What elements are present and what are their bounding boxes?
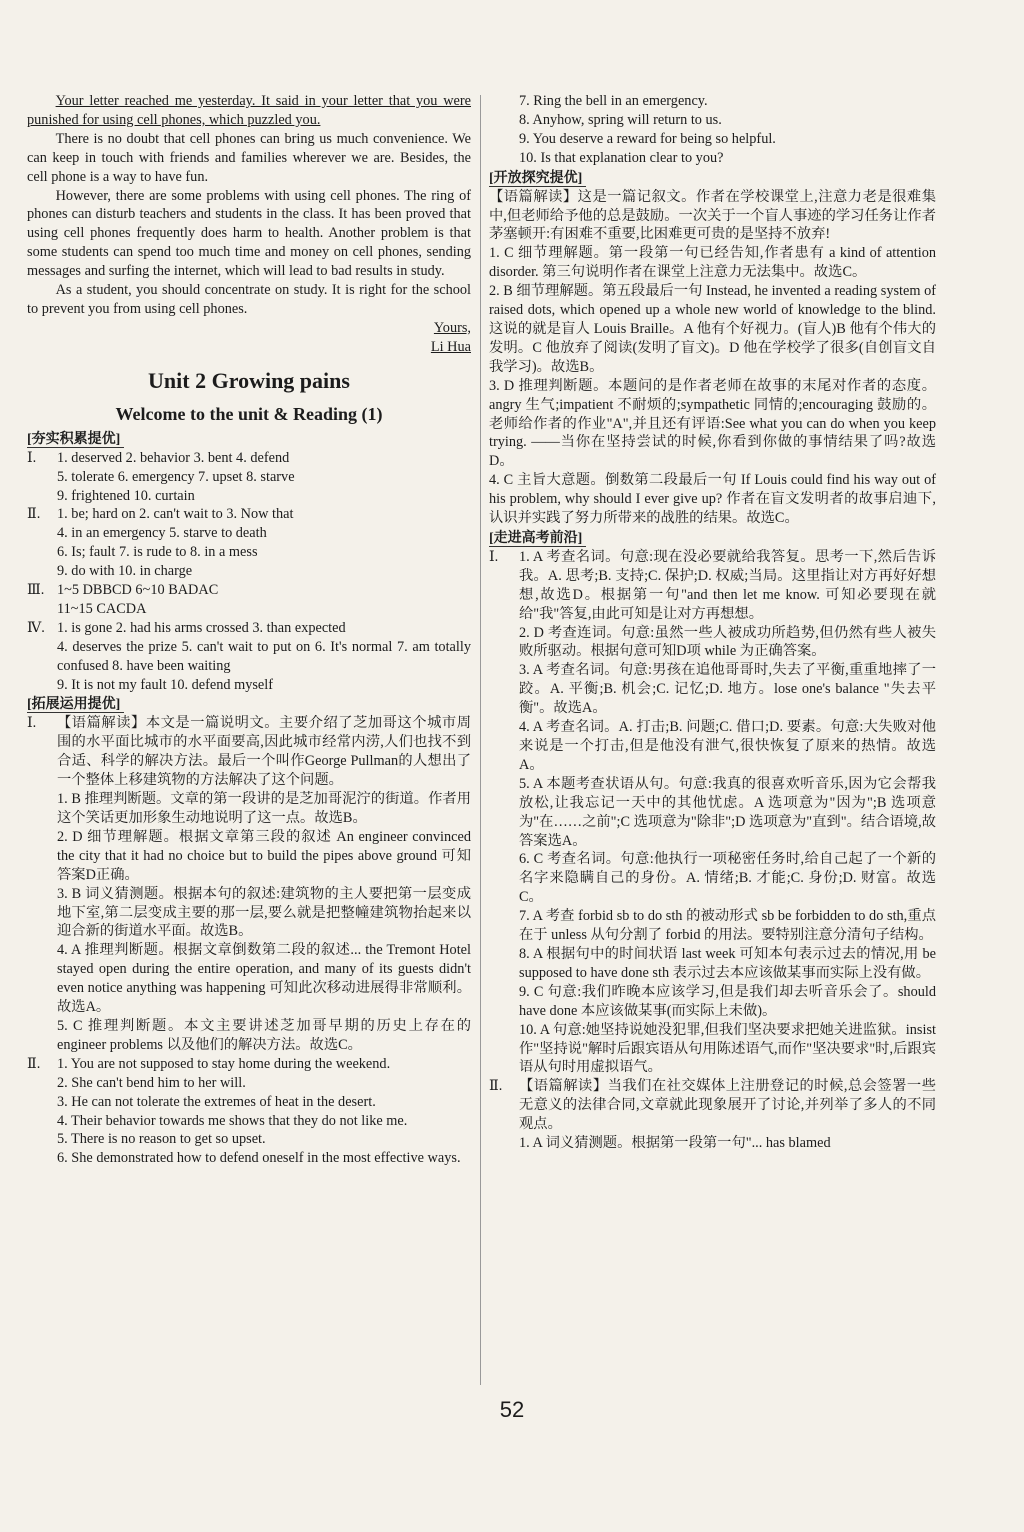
letter-paragraph-1: Your letter reached me yesterday. It said in your letter that you were punished for using cell phones, which puzzled you.: [27, 93, 471, 128]
answer-explanation: 1. A 考查名词。句意:现在没必要就给我答复。思考一下,然后告诉我。A. 思考;B. 支持;C. 保护;D. 权威;当局。这里指让对方再好好想想,故选D。根据第一句"and then let me know. 可知必要现在就给"我"答复,由此可知是让对方再想想。: [519, 548, 936, 622]
answer-line: 4. in an emergency 5. starve to death: [57, 525, 267, 542]
translation-answer: 10. Is that explanation clear to you?: [519, 149, 724, 166]
translation-answer: 6. She demonstrated how to defend oneself in the most effective ways.: [57, 1150, 461, 1167]
section-heading-gaokao: [走进高考前沿]: [489, 530, 936, 548]
translation-answer: 3. He can not tolerate the extremes of heat in the desert.: [57, 1093, 376, 1110]
gaokao-II: Ⅱ. 【语篇解读】当我们在社交媒体上注册登记的时候,总会签署一些无意义的法律合同,文章就此现象展开了讨论,并列举了多人的不同观点。 1. A 词义猜测题。根据第一段第一句"... has blamed: [489, 1078, 936, 1152]
answer-explanation: 1. B 推理判断题。文章的第一段讲的是芝加哥泥泞的街道。作者用这个笑话更加形象生动地说明了这一点。故选B。: [57, 791, 471, 826]
translation-answer: 9. You deserve a reward for being so helpful.: [519, 130, 776, 147]
section-title: Welcome to the unit & Reading (1): [115, 403, 383, 424]
answer-explanation: 9. C 句意:我们昨晚本应该学习,但是我们却去听音乐会了。should have done 本应该做某事(而实际上未做)。: [519, 983, 936, 1019]
letter-paragraph-4: As a student, you should concentrate on study. It is right for the school to prevent you from using cell phones.: [27, 282, 471, 317]
page-number: 52: [499, 1397, 525, 1422]
answer-explanation: 10. A 句意:她坚持说她没犯罪,但我们坚决要求把她关进监狱。insist 作"坚持说"解时后跟宾语从句用陈述语气,而作"坚决要求"时,后跟宾语从句时用虚拟语气。: [519, 1021, 936, 1076]
section-heading-open: [开放探究提优]: [489, 170, 936, 188]
answer-line: 6. Is; fault 7. is rude to 8. in a mess: [57, 544, 258, 561]
foundation-I: Ⅰ. 1. deserved 2. behavior 3. bent 4. defend 5. tolerate 6. emergency 7. upset 8. starve 9. frightened 10. curtain: [27, 449, 471, 506]
gaokao-I: Ⅰ. 1. A 考查名词。句意:现在没必要就给我答复。思考一下,然后告诉我。A. 思考;B. 支持;C. 保护;D. 权威;当局。这里指让对方再好好想想,故选D。根据第一句"and then let me know. 可知必要现在就给"我"答复,由此可知是让对方再想想。 2. D 考查连词。句意:虽然一些人被成功所趋势,但仍然有些人被失败所驱动。根据句意可知D项 while 为正确答案。 3. A 考查名词。句意:男孩在追他哥哥时,失去了平衡,重重地摔了一跤。A. 平衡;B. 机会;C. 记忆;D. 地方。lose one's balance "失去平衡"。故选A。 4. A 考查名词。A. 打击;B. 问题;C. 借口;D. 要素。句意:大失败对他来说是一个打击,但是他没有泄气,很快恢复了原来的热情。故选A。 5. A 本题考查状语从句。句意:我真的很喜欢听音乐,因为它会帮我放松,让我忘记一天中的其他忧虑。A 选项意为"因为";B 选项意为"在……之前";C 选项意为"除非";D 选项意为"直到"。结合语境,故答案选A。 6. C 考查名词。句意:他执行一项秘密任务时,给自己起了一个新的名字来隐瞒自己的身份。A. 情绪;B. 才能;C. 身份;D. 财富。故选C。 7. A 考查 forbid sb to do sth 的被动形式 sb be forbidden to do sth,重点在于 unless 从句分割了 forbid 的用法。要特别注意分清句子结构。 8. A 根据句中的时间状语 last week 可知本句表示过去的情况,用 be supposed to have done sth 表示过去本应该做某事而实际上没有做。 9. C 句意:我们昨晚本应该学习,但是我们却去听音乐会了。should have done 本应该做某事(而实际上未做)。 10. A 句意:她坚持说她没犯罪,但我们坚决要求把她关进监狱。insist 作"坚持说"解时后跟宾语从句用陈述语气,而作"坚决要求"时,后跟宾语从句时用虚拟语气。: [489, 548, 936, 1076]
answer-line: 1~5 DBBCD 6~10 BADAC: [57, 582, 219, 599]
left-column: [27, 92, 471, 1168]
answer-explanation: 2. D 考查连词。句意:虽然一些人被成功所趋势,但仍然有些人被失败所驱动。根据句意可知D项 while 为正确答案。: [519, 624, 936, 660]
translation-answer: 4. Their behavior towards me shows that they do not like me.: [57, 1112, 408, 1129]
answer-line: 5. tolerate 6. emergency 7. upset 8. starve: [57, 468, 295, 485]
answer-line: 9. It is not my fault 10. defend myself: [57, 676, 274, 693]
extension-II: Ⅱ. 1. You are not supposed to stay home during the weekend. 2. She can't bend him to her will. 3. He can not tolerate the extremes of heat in the desert. 4. Their behavior towards me shows that they do not like me. 5. There is no reason to get so upset. 6. She demonstrated how to defend oneself in the most effective ways.: [27, 1055, 471, 1168]
letter-signature: Li Hua: [430, 338, 471, 355]
answer-line: 4. deserves the prize 5. can't wait to put on 6. It's normal 7. am totally confused 8. have been waiting: [57, 638, 471, 674]
answer-line: 1. is gone 2. had his arms crossed 3. than expected: [57, 619, 346, 636]
passage-summary: 【语篇解读】这是一篇记叙文。作者在学校课堂上,注意力老是很难集中,但老师给予他的总是鼓励。一次关于一个盲人事迹的学习任务让作者茅塞顿开:有困难不重要,比困难更可贵的是坚持不放弃!: [489, 188, 936, 243]
answer-explanation: 5. C 推理判断题。本文主要讲述芝加哥早期的历史上存在的 engineer problems 以及他们的解决方法。故选C。: [57, 1017, 471, 1053]
answer-explanation: 7. A 考查 forbid sb to do sth 的被动形式 sb be forbidden to do sth,重点在于 unless 从句分割了 forbid 的用法。要特别注意分清句子结构。: [519, 908, 936, 944]
answer-explanation: 3. B 词义猜测题。根据本句的叙述:建筑物的主人要把第一层变成地下室,第二层变成主要的那一层,要么就是把整幢建筑物抬起来以迎合新的街道水平面。故选B。: [57, 885, 471, 940]
foundation-IV: Ⅳ. 1. is gone 2. had his arms crossed 3. than expected 4. deserves the prize 5. can't wait to put on 6. It's normal 7. am totally confused 8. have been waiting 9. It is not my fault 10. defend myself: [27, 619, 471, 693]
answer-explanation: 4. A 推理判断题。根据文章倒数第二段的叙述... the Tremont Hotel stayed open during the entire operation, and many of its guests didn't even notice anything was happening 可知此次移动进展得非常顺利。故选A。: [57, 942, 471, 1016]
foundation-III: Ⅲ. 1~5 DBBCD 6~10 BADAC 11~15 CACDA: [27, 581, 471, 619]
foundation-II: Ⅱ. 1. be; hard on 2. can't wait to 3. Now that 4. in an emergency 5. starve to death 6. Is; fault 7. is rude to 8. in a mess 9. do with 10. in charge: [27, 505, 471, 581]
answer-line: 1. deserved 2. behavior 3. bent 4. defend: [57, 449, 290, 466]
letter-paragraph-2: There is no doubt that cell phones can bring us much convenience. We can keep in touch with friends and families wherever we are. Besides, the cell phone is a way to have fun.: [27, 130, 471, 185]
right-column: [489, 92, 936, 1153]
unit-title: Unit 2 Growing pains: [148, 367, 350, 393]
translation-continued: [489, 92, 936, 168]
section-heading-foundation: [夯实积累提优]: [27, 431, 471, 449]
translation-answer: 8. Anyhow, spring will return to us.: [519, 111, 722, 128]
answer-line: 1. be; hard on 2. can't wait to 3. Now that: [57, 506, 294, 523]
answer-line: 9. frightened 10. curtain: [57, 487, 195, 504]
translation-answer: 1. You are not supposed to stay home during the weekend.: [57, 1055, 391, 1072]
answer-explanation: 5. A 本题考查状语从句。句意:我真的很喜欢听音乐,因为它会帮我放松,让我忘记一天中的其他忧虑。A 选项意为"因为";B 选项意为"在……之前";C 选项意为"除非";D 选项意为"直到"。结合语境,故答案选A。: [519, 775, 936, 849]
answer-explanation: 3. D 推理判断题。本题问的是作者老师在故事的末尾对作者的态度。angry 生气;impatient 不耐烦的;sympathetic 同情的;encouraging 鼓励的。老师给作者的作业"A",并且还有评语:See what you can do when you keep trying. ——当你在坚持尝试的时候,你看到你做的事情结果了吗?故选D。: [489, 377, 936, 470]
translation-answer: 7. Ring the bell in an emergency.: [519, 93, 708, 109]
answer-line: 11~15 CACDA: [57, 600, 147, 617]
answer-explanation: 6. C 考查名词。句意:他执行一项秘密任务时,给自己起了一个新的名字来隐瞒自己的身份。A. 情绪;B. 才能;C. 身份;D. 财富。故选C。: [519, 851, 936, 906]
answer-explanation: 4. A 考查名词。A. 打击;B. 问题;C. 借口;D. 要素。句意:大失败对他来说是一个打击,但是他没有泄气,很快恢复了原来的热情。故选A。: [519, 719, 936, 773]
answer-explanation: 1. A 词义猜测题。根据第一段第一句"... has blamed: [519, 1135, 831, 1152]
letter-paragraph-3: However, there are some problems with using cell phones. The ring of phones can disturb teachers and students in the class. It has been proved that using cell phones frequently does harm to health. Another problem is that some students can spend too much time and money on cell phones, sending messages and surfing the internet, which will lead to bad results in study.: [27, 187, 471, 280]
section-heading-extension: [拓展运用提优]: [27, 696, 471, 714]
answer-explanation: 3. A 考查名词。句意:男孩在追他哥哥时,失去了平衡,重重地摔了一跤。A. 平衡;B. 机会;C. 记忆;D. 地方。lose one's balance "失去平衡"。故选A。: [519, 662, 936, 717]
translation-answer: 5. There is no reason to get so upset.: [57, 1131, 266, 1148]
column-divider: [480, 95, 481, 1385]
answer-explanation: 8. A 根据句中的时间状语 last week 可知本句表示过去的情况,用 be supposed to have done sth 表示过去本应该做某事而实际上没有做。: [519, 945, 936, 981]
answer-explanation: 4. C 主旨大意题。倒数第二段最后一句 If Louis could find his way out of his problem, why should I ever give up? 作者在盲文发明者的故事启迪下,认识并实践了努力所带来的战胜的结果。故选C。: [489, 472, 936, 527]
answer-explanation: 2. D 细节理解题。根据文章第三段的叙述 An engineer convinced the city that it had no choice but to build the pipes above ground 可知答案D正确。: [57, 828, 471, 883]
answer-explanation: 1. C 细节理解题。第一段第一句已经告知,作者患有 a kind of attention disorder. 第三句说明作者在课堂上注意力无法集中。故选C。: [489, 245, 936, 281]
letter-closing: Yours,: [433, 319, 471, 336]
extension-I: Ⅰ. 【语篇解读】本文是一篇说明文。主要介绍了芝加哥这个城市周围的水平面比城市的水平面要高,因此城市经常内涝,人们也找不到合适、科学的解决方法。最后一个叫作George Pullman的人想出了一个整体上移建筑物的方法解决了这个问题。 1. B 推理判断题。文章的第一段讲的是芝加哥泥泞的街道。作者用这个笑话更加形象生动地说明了这一点。故选B。 2. D 细节理解题。根据文章第三段的叙述 An engineer convinced the city that it had no choice but to build the pipes above ground 可知答案D正确。 3. B 词义猜测题。根据本句的叙述:建筑物的主人要把第一层变成地下室,第二层变成主要的那一层,要么就是把整幢建筑物抬起来以迎合新的街道水平面。故选B。 4. A 推理判断题。根据文章倒数第二段的叙述... the Tremont Hotel stayed open during the entire operation, and many of its guests didn't even notice anything was happening 可知此次移动进展得非常顺利。故选A。 5. C 推理判断题。本文主要讲述芝加哥早期的历史上存在的 engineer problems 以及他们的解决方法。故选C。: [27, 715, 471, 1053]
passage-summary: 【语篇解读】本文是一篇说明文。主要介绍了芝加哥这个城市周围的水平面比城市的水平面要高,因此城市经常内涝,人们也找不到合适、科学的解决方法。最后一个叫作George Pullman的人想出了一个整体上移建筑物的方法解决了这个问题。: [57, 715, 471, 789]
answer-line: 9. do with 10. in charge: [57, 563, 193, 580]
answer-explanation: 2. B 细节理解题。第五段最后一句 Instead, he invented a reading system of raised dots, which opened up a whole new world of knowledge to the blind. 这说的就是盲人 Louis Braille。A 他有个好视力。(盲人)B 他有个伟大的发明。C 他放弃了阅读(发明了盲文)。D 他在学校学了很多(自创盲文自我学习)。故选B。: [489, 283, 936, 375]
passage-summary: 【语篇解读】当我们在社交媒体上注册登记的时候,总会签署一些无意义的法律合同,文章就此现象展开了讨论,并列举了多人的不同观点。: [519, 1078, 936, 1133]
translation-answer: 2. She can't bend him to her will.: [57, 1074, 246, 1091]
